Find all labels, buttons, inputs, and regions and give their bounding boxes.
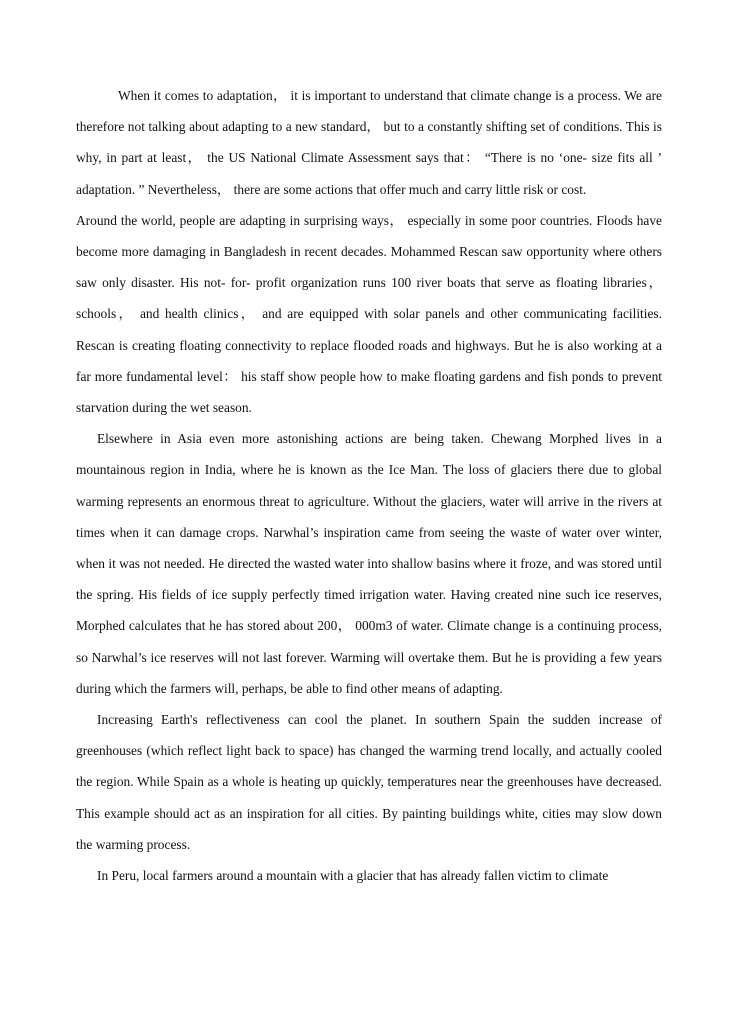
paragraph-peru-farmers: In Peru, local farmers around a mountain with a glacier that has already fallen victim to climate — [97, 868, 609, 884]
paragraph-bangladesh-floods: Around the world, people are adapting in surprising ways， especially in some poor countries. Floods have become more damaging in Bangladesh in recent decades. Mohammed Rescan saw opportunity where others saw only disaster. His not- for- profit organization runs 100 river boats that serve as floating libraries， schools， and health clinics， and are equipped with solar panels and other communicating facilities. Rescan is creating floating connectivity to replace flooded roads and highways. But he is also working at a far more fundamental level： his staff show people how to make floating gardens and fish ponds to prevent starvation during the wet season. — [76, 212, 662, 416]
document-body — [76, 80, 662, 891]
paragraph-adaptation-process: When it comes to adaptation， it is important to understand that climate change is a process. We are therefore not talking about adapting to a new standard， but to a constantly shifting set of conditions. This is why, in part at least， the US National Climate Assessment says that： “There is no ‘one- size fits all ’ adaptation. ” Nevertheless， there are some actions that offer much and carry little risk or cost. — [76, 88, 662, 197]
paragraph-spain-greenhouses: Increasing Earth's reflectiveness can cool the planet. In southern Spain the sudden increase of greenhouses (which reflect light back to space) has changed the warming trend locally, and actually cooled the region. While Spain as a whole is heating up quickly, temperatures near the greenhouses have decreased. This example should act as an inspiration for all cities. By painting buildings white, cities may slow down the warming process. — [76, 712, 662, 852]
paragraph-india-ice-man: Elsewhere in Asia even more astonishing actions are being taken. Chewang Morphed lives in a mountainous region in India, where he is known as the Ice Man. The loss of glaciers there due to global warming represents an enormous threat to agriculture. Without the glaciers, water will arrive in the rivers at times when it can damage crops. Narwhal’s inspiration came from seeing the waste of water over winter, when it was not needed. He directed the wasted water into shallow basins where it froze, and was stored until the spring. His fields of ice supply perfectly timed irrigation water. Having created nine such ice reserves, Morphed calculates that he has stored about 200， 000m3 of water. Climate change is a continuing process, so Narwhal’s ice reserves will not last forever. Warming will overtake them. But he is providing a few years during which the farmers will, perhaps, be able to find other means of adapting. — [76, 431, 662, 696]
